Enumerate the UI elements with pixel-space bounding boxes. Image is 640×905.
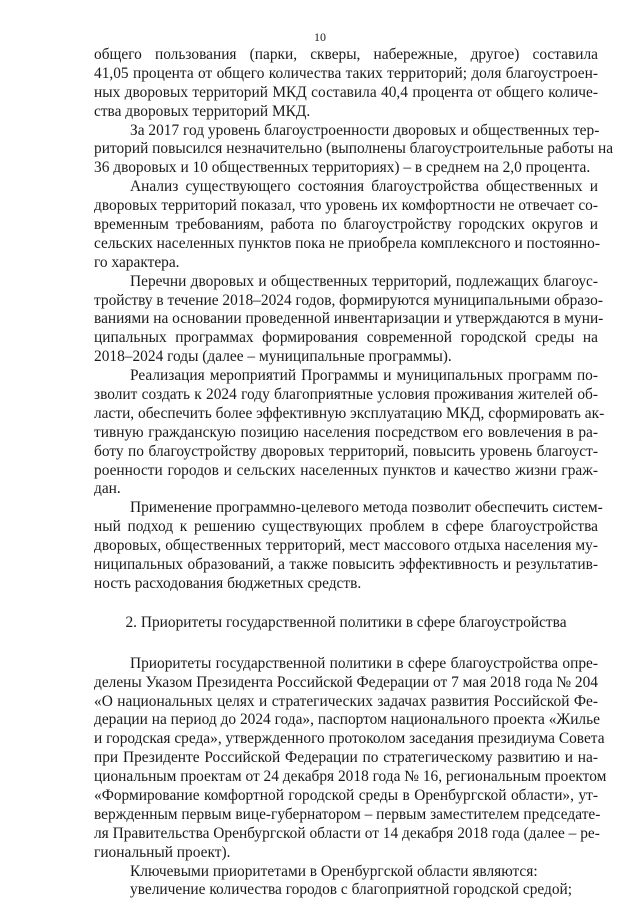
text-line: ципальных программах формирования современной городской среды на <box>94 329 598 347</box>
text-line: вержденным первым вице-губернатором – первым заместителем председате- <box>94 805 601 823</box>
text-line: зволит создать к 2024 году благоприятные условия проживания жителей об- <box>94 386 598 404</box>
text-line: при Президенте Российской Федерации по стратегическому развитию и на- <box>94 749 598 767</box>
text-line: тройству в течение 2018–2024 годов, формируются муниципальными образо- <box>94 291 603 309</box>
text-line: увеличение количества городов с благоприятной городской средой; <box>130 881 573 899</box>
page-number: 10 <box>314 30 326 44</box>
text-line: 41,05 процента от общего количества таких территорий; доля благоустроен- <box>94 64 598 82</box>
paragraph <box>94 654 607 863</box>
paragraph <box>94 121 614 179</box>
text-line: ный подход к решению существующих проблем в сфере благоустройства <box>94 518 598 536</box>
text-line: ласти, обеспечить более эффективную эксплуатацию МКД, сформировать ак- <box>94 404 605 422</box>
text-line: гиональный проект). <box>94 843 231 861</box>
text-line: сельских населенных пунктов пока не приобрела комплексного и постоянно- <box>94 234 600 252</box>
paragraph <box>94 178 598 272</box>
text-line: роенности городов и сельских населенных пунктов и качество жизни граж- <box>94 461 598 479</box>
section-paragraphs <box>94 654 607 901</box>
text-line: 36 дворовых и 10 общественных территориях) – в среднем на 2,0 процента. <box>94 159 591 177</box>
text-line: делены Указом Президента Российской Федерации от 7 мая 2018 года № 204 <box>94 673 598 691</box>
text-line: ства дворовых территорий МКД. <box>94 102 311 120</box>
text-line: дерации на период до 2024 года», паспортом национального проекта «Жилье <box>94 711 600 729</box>
text-line: дан. <box>94 480 121 498</box>
text-line: ваниями на основании проведенной инвентаризации и утверждаются в муни- <box>94 310 604 328</box>
text-line: временным требованиям, работа по благоустройству городских округов и <box>94 216 598 234</box>
paragraph <box>94 499 603 593</box>
text-line: тивную гражданскую позицию населения посредством его вовлечения в ра- <box>94 423 598 441</box>
text-line: боту по благоустройству дворовых территорий, повысить уровень благоуст- <box>94 442 598 460</box>
text-line: «О национальных целях и стратегических задачах развития Российской Фе- <box>94 692 598 710</box>
paragraph <box>94 272 604 367</box>
text-line: 2018–2024 годы (далее – муниципальные программы). <box>94 348 452 366</box>
text-line: Приоритеты государственной политики в сфере благоустройства опре- <box>130 654 598 672</box>
text-line: «Формирование комфортной городской среды в Оренбургской области», ут- <box>94 786 598 804</box>
text-line: ля Правительства Оренбургской области от 14 декабря 2018 года (далее – ре- <box>94 824 600 842</box>
paragraph <box>94 46 598 122</box>
text-line: Реализация мероприятий Программы и муниципальных программ по- <box>130 367 598 385</box>
text-line: и городская среда», утвержденного протоколом заседания президиума Совета <box>94 730 605 748</box>
text-line: ность расходования бюджетных средств. <box>94 574 362 592</box>
paragraph <box>94 367 605 499</box>
text-line: го характера. <box>94 253 180 271</box>
text-line: Перечни дворовых и общественных территорий, подлежащих благоус- <box>130 272 598 290</box>
text-line: общего пользования (парки, скверы, набережные, другое) составила <box>94 46 598 63</box>
paragraph <box>94 863 598 882</box>
text-line: дворовых территорий показал, что уровень их комфортности не отвечает со- <box>94 197 598 215</box>
text-line: Применение программно-целевого метода позволит обеспечить систем- <box>130 499 603 517</box>
section-heading: 2. Приоритеты государственной политики в сфере благоустройства <box>125 613 567 631</box>
document-body <box>94 46 614 900</box>
text-line: Анализ существующего состояния благоустройства общественных и <box>130 178 598 196</box>
text-line: Ключевыми приоритетами в Оренбургской области являются: <box>130 862 538 880</box>
intro-paragraphs <box>94 46 614 594</box>
text-line: За 2017 год уровень благоустроенности дворовых и общественных тер- <box>130 121 600 139</box>
text-line: дворовых, общественных территорий, мест массового отдыха населения му- <box>94 537 598 555</box>
text-line: ниципальных образований, а также повысить эффективность и результатив- <box>94 556 598 574</box>
text-line: циональным проектам от 24 декабря 2018 года № 16, региональным проектом <box>94 768 607 786</box>
paragraph <box>94 881 598 900</box>
text-line: риторий повысился незначительно (выполнены благоустроительные работы на <box>94 140 614 158</box>
text-line: ных дворовых территорий МКД составила 40,4 процента от общего количе- <box>94 83 598 101</box>
